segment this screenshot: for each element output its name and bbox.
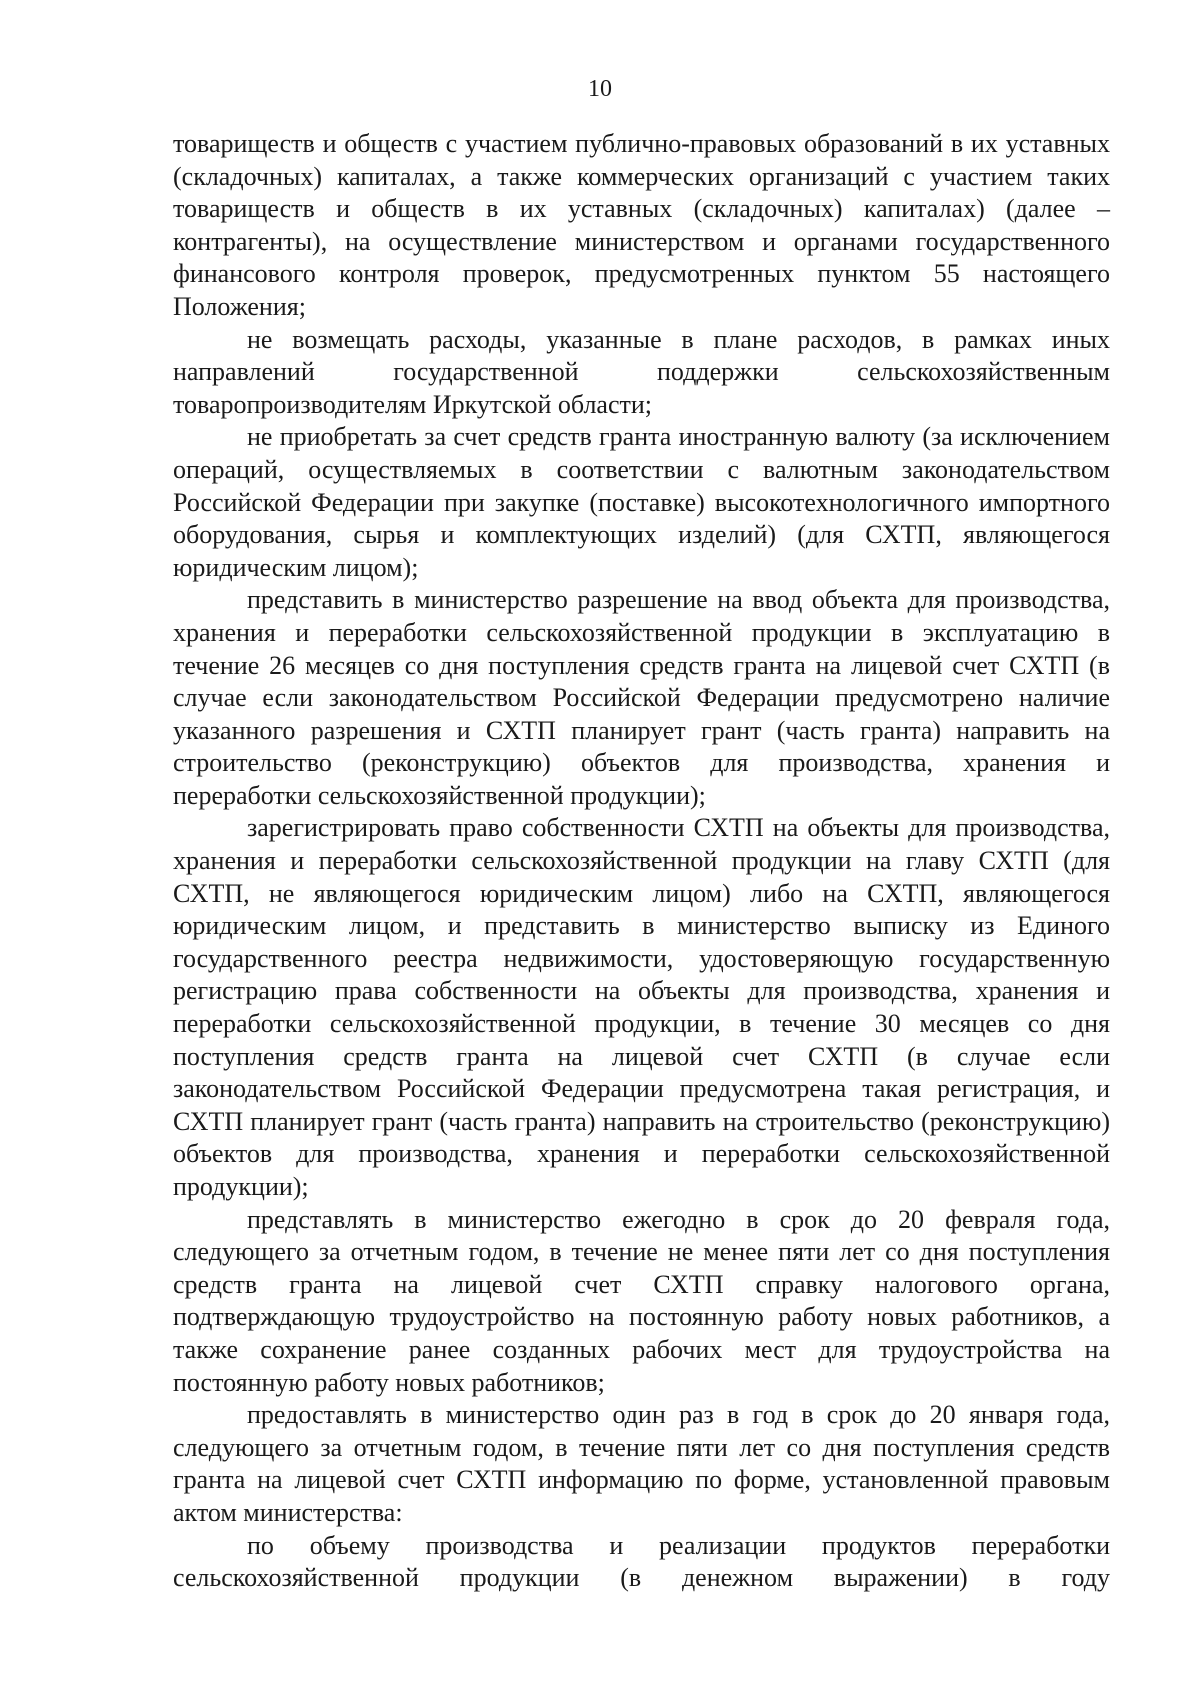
paragraph-tax-certificate: представлять в министерство ежегодно в срок до 20 февраля года, следующего за отчетным годом, в течение не менее пяти лет со дня поступления средств гранта на лицевой счет СХТП справку налогового органа, подтверждающую трудоустройство на постоянную работу новых работников, а также сохранение ранее созданных рабочих мест для трудоустройства на постоянную работу новых работников; bbox=[173, 1204, 1110, 1397]
paragraph-no-reimbursement: не возмещать расходы, указанные в плане расходов, в рамках иных направлений государственной поддержки сельскохозяйственным товаропроизводителям Иркутской области; bbox=[173, 324, 1110, 419]
paragraph-commissioning-permit: представить в министерство разрешение на ввод объекта для производства, хранения и переработки сельскохозяйственной продукции в эксплуатацию в течение 26 месяцев со дня поступления средств гранта на лицевой счет СХТП (в случае если законодательством Российской Федерации предусмотрено наличие указанного разрешения и СХТП планирует грант (часть гранта) направить на строительство (реконструкцию) объектов для производства, хранения и переработки сельскохозяйственной продукции); bbox=[173, 585, 1110, 810]
paragraph-ownership-registration: зарегистрировать право собственности СХТП на объекты для производства, хранения и переработки сельскохозяйственной продукции на главу СХТП (для СХТП, не являющегося юридическим лицом) либо на СХТП, являющегося юридическим лицом, и представить в министерство выписку из Единого государственного реестра недвижимости, удостоверяющую государственную регистрацию права собственности на объекты для производства, хранения и переработки сельскохозяйственной продукции, в течение 30 месяцев со дня поступления средств гранта на лицевой счет СХТП (в случае если законодательством Российской Федерации предусмотрена такая регистрация, и СХТП планирует грант (часть гранта) направить на строительство (реконструкцию) объектов для производства, хранения и переработки сельскохозяйственной продукции); bbox=[173, 813, 1110, 1201]
page-number: 10 bbox=[588, 76, 612, 102]
paragraph-no-foreign-currency: не приобретать за счет средств гранта иностранную валюту (за исключением операций, осуществляемых в соответствии с валютным законодательством Российской Федерации при закупке (поставке) высокотехнологичного импортного оборудования, сырья и комплектующих изделий) (для СХТП, являющегося юридическим лицом); bbox=[173, 422, 1110, 582]
document-body bbox=[173, 128, 1110, 1595]
paragraph-production-volume: по объему производства и реализации продуктов переработки сельскохозяйственной продукции (в денежном выражении) в году bbox=[173, 1530, 1110, 1593]
paragraph-contractors-inspections: товариществ и обществ с участием публично-правовых образований в их уставных (складочных) капиталах, а также коммерческих организаций с участием таких товариществ и обществ в их уставных (складочных) капиталах) (далее – контрагенты), на осуществление министерством и органами государственного финансового контроля проверок, предусмотренных пунктом 55 настоящего Положения; bbox=[173, 129, 1110, 321]
paragraph-annual-information: предоставлять в министерство один раз в год в срок до 20 января года, следующего за отчетным годом, в течение пяти лет со дня поступления средств гранта на лицевой счет СХТП информацию по форме, установленной правовым актом министерства: bbox=[173, 1400, 1110, 1527]
